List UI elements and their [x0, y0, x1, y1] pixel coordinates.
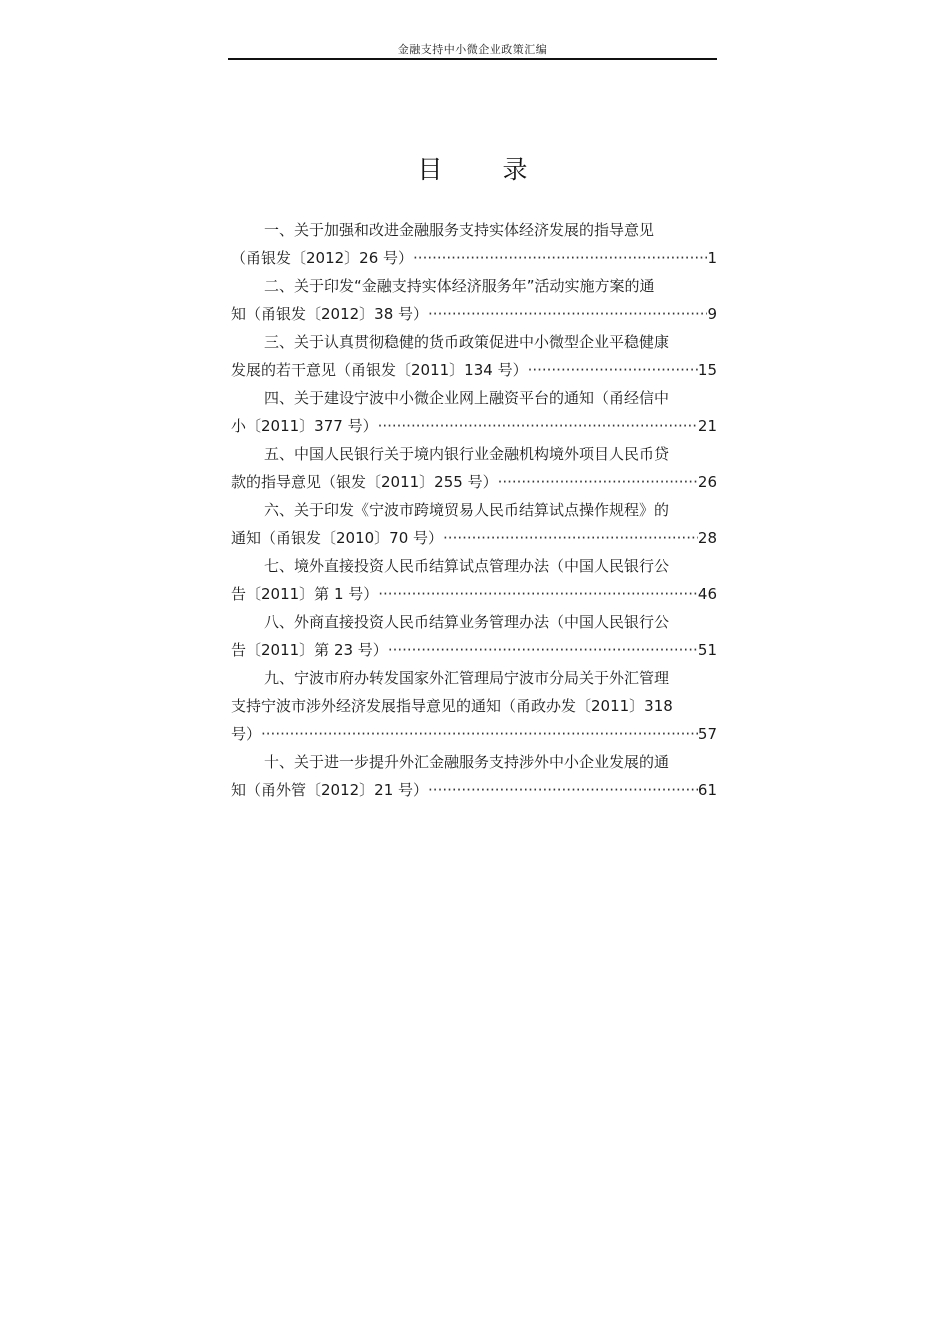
toc-entry-8[interactable] — [231, 608, 717, 664]
toc-entry-text: 六、关于印发《宁波市跨境贸易人民币结算试点操作规程》的 — [264, 501, 670, 519]
toc-page-number: 15 — [697, 361, 717, 379]
toc-entry-7[interactable] — [231, 552, 717, 608]
toc-entry-reference: 号） — [231, 725, 262, 743]
dot-leader — [528, 356, 698, 384]
toc-entry-reference: 通知（甬银发〔2010〕70 号） — [231, 529, 444, 547]
toc-entry-10[interactable] — [231, 748, 717, 804]
toc-entry-text: 八、外商直接投资人民币结算业务管理办法（中国人民银行公 — [264, 613, 670, 631]
toc-entry-reference: 款的指导意见（银发〔2011〕255 号） — [231, 473, 498, 491]
toc-page-number: 51 — [697, 641, 717, 659]
toc-entry-reference: 告〔2011〕第 23 号） — [231, 641, 388, 659]
toc-entry-text: 九、宁波市府办转发国家外汇管理局宁波市分局关于外汇管理 — [264, 669, 670, 687]
toc-entry-reference: 知（甬外管〔2012〕21 号） — [231, 781, 429, 799]
toc-entry-text: 一、关于加强和改进金融服务支持实体经济发展的指导意见 — [264, 221, 655, 239]
dot-leader — [388, 636, 698, 664]
toc-entry-reference: （甬银发〔2012〕26 号） — [231, 249, 414, 267]
toc-entry-1[interactable] — [231, 216, 717, 272]
dot-leader — [378, 412, 698, 440]
toc-page-number: 46 — [697, 585, 717, 603]
toc-entry-text: 七、境外直接投资人民币结算试点管理办法（中国人民银行公 — [264, 557, 670, 575]
toc-entry-5[interactable] — [231, 440, 717, 496]
toc-entry-3[interactable] — [231, 328, 717, 384]
toc-entry-2[interactable] — [231, 272, 717, 328]
toc-entry-text: 十、关于进一步提升外汇金融服务支持涉外中小企业发展的通 — [264, 753, 670, 771]
toc-page-number: 21 — [697, 417, 717, 435]
toc-entry-4[interactable] — [231, 384, 717, 440]
toc-entry-text: 三、关于认真贯彻稳健的货币政策促进中小微型企业平稳健康 — [264, 333, 670, 351]
dot-leader — [378, 580, 698, 608]
dot-leader — [428, 300, 707, 328]
toc-entry-reference: 知（甬银发〔2012〕38 号） — [231, 305, 429, 323]
dot-leader — [443, 524, 698, 552]
toc-page-number: 26 — [697, 473, 717, 491]
toc-page-number: 61 — [697, 781, 717, 799]
dot-leader — [413, 244, 707, 272]
toc-page-number: 57 — [697, 725, 717, 743]
toc-entry-text: 四、关于建设宁波中小微企业网上融资平台的通知（甬经信中 — [264, 389, 670, 407]
toc-entry-text: 二、关于印发“金融支持实体经济服务年”活动实施方案的通 — [264, 277, 655, 295]
toc-title: 目 录 — [417, 155, 554, 184]
toc-page-number: 9 — [707, 305, 717, 323]
toc-page-number: 28 — [697, 529, 717, 547]
toc-entry-reference: 小〔2011〕377 号） — [231, 417, 378, 435]
dot-leader — [261, 720, 698, 748]
toc-list — [231, 216, 717, 804]
toc-entry-reference: 发展的若干意见（甬银发〔2011〕134 号） — [231, 361, 528, 379]
toc-entry-text-continued: 支持宁波市涉外经济发展指导意见的通知（甬政办发〔2011〕318 — [231, 697, 673, 715]
dot-leader — [428, 776, 698, 804]
toc-entry-text: 五、中国人民银行关于境内银行业金融机构境外项目人民币贷 — [264, 445, 670, 463]
toc-page-number: 1 — [707, 249, 717, 267]
running-header: 金融支持中小微企业政策汇编 — [397, 43, 548, 56]
toc-entry-reference: 告〔2011〕第 1 号） — [231, 585, 379, 603]
toc-entry-9[interactable] — [231, 664, 717, 748]
header-rule — [228, 58, 717, 60]
toc-entry-6[interactable] — [231, 496, 717, 552]
dot-leader — [498, 468, 698, 496]
